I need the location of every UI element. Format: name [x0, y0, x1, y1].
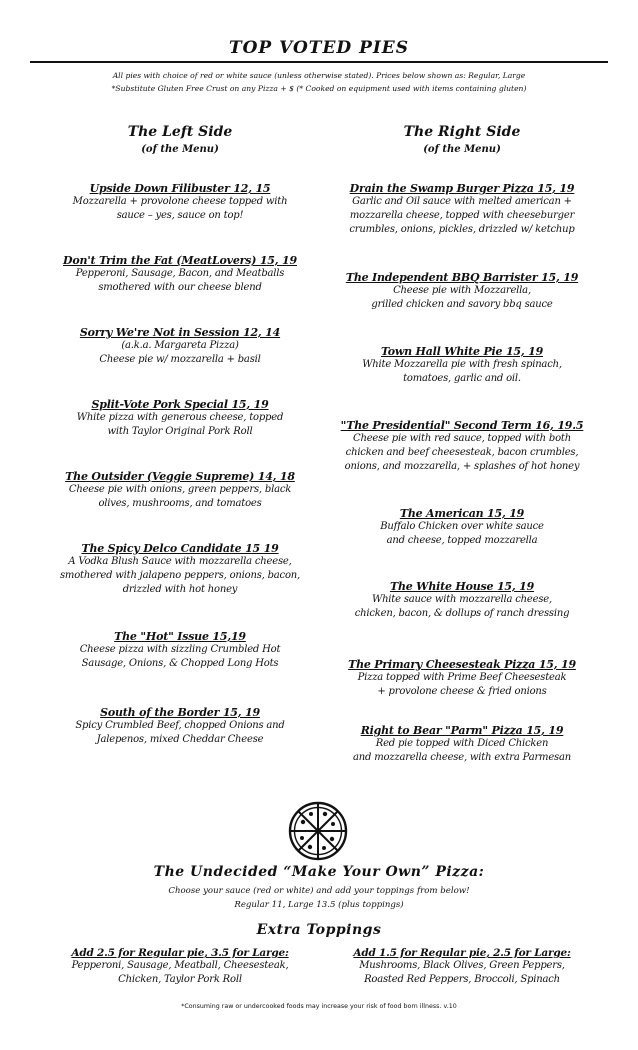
menu-item-desc: sauce – yes, sauce on top!	[116, 210, 244, 221]
veggie-toppings-list: Mushrooms, Black Olives, Green Peppers,	[359, 960, 565, 971]
menu-item-name: The "Hot" Issue 15,19	[114, 630, 246, 643]
left-heading-subtitle: (of the Menu)	[141, 144, 219, 155]
menu-item	[322, 580, 602, 621]
food-safety-disclaimer: *Consuming raw or undercooked foods may increase your risk of food born illness. v.10	[181, 1003, 457, 1010]
menu-item-name: South of the Border 15, 19	[100, 706, 260, 719]
menu-item-desc: drizzled with hot honey	[122, 584, 238, 595]
menu-item	[322, 182, 602, 237]
menu-item	[322, 271, 602, 312]
menu-item-name: Drain the Swamp Burger Pizza 15, 19	[349, 182, 575, 195]
menu-item-name: Don't Trim the Fat (MeatLovers) 15, 19	[63, 254, 297, 267]
menu-item-desc: (a.k.a. Margareta Pizza)	[121, 340, 239, 351]
menu-item-desc: Spicy Crumbled Beef, chopped Onions and	[75, 720, 285, 731]
menu-item-desc: Buffalo Chicken over white sauce	[380, 521, 544, 532]
menu-item	[322, 658, 602, 699]
menu-item-name: The Independent BBQ Barrister 15, 19	[345, 271, 579, 284]
menu-item	[40, 398, 320, 439]
menu-item-desc: Red pie topped with Diced Chicken	[375, 738, 549, 749]
extra-toppings-heading: Extra Toppings	[256, 922, 382, 938]
menu-item-desc: Cheese pie with Mozzarella,	[393, 285, 531, 296]
menu-item-desc: Garlic and Oil sauce with melted american +	[352, 196, 572, 207]
meat-toppings	[40, 947, 320, 987]
make-your-own-instructions: Choose your sauce (red or white) and add your toppings from below!	[168, 886, 470, 896]
menu-item-desc: Sausage, Onions, & Chopped Long Hots	[81, 658, 279, 669]
menu-item	[322, 507, 602, 548]
menu-item-name: Sorry We're Not in Session 12, 14	[79, 326, 281, 339]
title-divider	[30, 61, 608, 63]
menu-item-desc: A Vodka Blush Sauce with mozzarella cheese,	[68, 556, 292, 567]
right-heading-title: The Right Side	[403, 124, 521, 140]
menu-item-desc: smothered with our cheese blend	[98, 282, 262, 293]
meat-toppings-list: Chicken, Taylor Pork Roll	[118, 974, 242, 985]
menu-item	[322, 724, 602, 765]
menu-item-desc: grilled chicken and savory bbq sauce	[371, 299, 553, 310]
gluten-note: *Substitute Gluten Free Crust on any Pizza + $ (* Cooked on equipment used with items containing gluten)	[111, 84, 527, 93]
make-your-own-prices: Regular 11, Large 13.5 (plus toppings)	[234, 900, 404, 910]
menu-item-desc: Cheese pie w/ mozzarella + basil	[99, 354, 261, 365]
menu-item-desc: tomatoes, garlic and oil.	[403, 373, 521, 384]
menu-item-desc: White pizza with generous cheese, topped	[76, 412, 284, 423]
menu-item-desc: chicken and beef cheesesteak, bacon crumbles,	[345, 447, 579, 458]
menu-item	[40, 326, 320, 367]
meat-toppings-price: Add 2.5 for Regular pie, 3.5 for Large:	[71, 947, 289, 959]
pizza-icon	[287, 800, 349, 862]
menu-item	[40, 470, 320, 511]
menu-item-desc: + provolone cheese & fried onions	[377, 686, 547, 697]
menu-item-name: Split-Vote Pork Special 15, 19	[91, 398, 269, 411]
menu-item	[322, 419, 602, 474]
menu-item	[40, 254, 320, 295]
menu-item-desc: White Mozzarella pie with fresh spinach,	[362, 359, 562, 370]
menu-item-desc: and mozzarella cheese, with extra Parmesan	[353, 752, 571, 763]
menu-item-desc: onions, and mozzarella, + splashes of hot honey	[344, 461, 580, 472]
menu-item-desc: smothered with jalapeno peppers, onions, bacon,	[60, 570, 300, 581]
menu-item-desc: Pepperoni, Sausage, Bacon, and Meatballs	[75, 268, 285, 279]
veggie-toppings-list: Roasted Red Peppers, Broccoli, Spinach	[364, 974, 560, 985]
menu-item	[40, 706, 320, 747]
menu-item	[40, 182, 320, 223]
menu-item-name: The White House 15, 19	[389, 580, 535, 593]
meat-toppings-list: Pepperoni, Sausage, Meatball, Cheesesteak,	[71, 960, 289, 971]
menu-item-name: Right to Bear "Parm" Pizza 15, 19	[360, 724, 564, 737]
menu-title: TOP VOTED PIES	[228, 38, 410, 58]
menu-item-desc: crumbles, onions, pickles, drizzled w/ ketchup	[349, 224, 575, 235]
menu-item-name: The American 15, 19	[399, 507, 525, 520]
menu-item-desc: chicken, bacon, & dollups of ranch dressing	[354, 608, 570, 619]
menu-item-desc: and cheese, topped mozzarella	[386, 535, 538, 546]
veggie-toppings	[322, 947, 602, 987]
menu-item-desc: mozzarella cheese, topped with cheeseburger	[349, 210, 575, 221]
right-column-heading	[322, 124, 602, 155]
menu-item-desc: Jalepenos, mixed Cheddar Cheese	[96, 734, 264, 745]
make-your-own-heading: The Undecided “Make Your Own” Pizza:	[153, 864, 485, 880]
menu-item-name: Upside Down Filibuster 12, 15	[89, 182, 271, 195]
menu-item-name: The Spicy Delco Candidate 15 19	[81, 542, 279, 555]
menu-item-desc: Cheese pizza with sizzling Crumbled Hot	[79, 644, 281, 655]
menu-item-name: The Primary Cheesesteak Pizza 15, 19	[348, 658, 576, 671]
veggie-toppings-price: Add 1.5 for Regular pie, 2.5 for Large:	[353, 947, 571, 959]
menu-item-desc: olives, mushrooms, and tomatoes	[98, 498, 262, 509]
menu-item-desc: Mozzarella + provolone cheese topped with	[72, 196, 288, 207]
pricing-note: All pies with choice of red or white sauce (unless otherwise stated). Prices below shown as: Regular, Large	[112, 71, 526, 80]
menu-item-desc: Pizza topped with Prime Beef Cheesesteak	[357, 672, 567, 683]
menu-item-name: The Outsider (Veggie Supreme) 14, 18	[65, 470, 295, 483]
menu-item-desc: with Taylor Original Pork Roll	[107, 426, 253, 437]
menu-item	[322, 345, 602, 386]
menu-item	[40, 542, 320, 597]
menu-item-name: "The Presidential" Second Term 16, 19.5	[340, 419, 584, 432]
menu-item-desc: White sauce with mozzarella cheese,	[371, 594, 552, 605]
menu-item	[40, 630, 320, 671]
right-heading-subtitle: (of the Menu)	[423, 144, 501, 155]
menu-item-name: Town Hall White Pie 15, 19	[380, 345, 544, 358]
menu-item-desc: Cheese pie with red sauce, topped with both	[353, 433, 571, 444]
left-column-heading	[40, 124, 320, 155]
left-heading-title: The Left Side	[127, 124, 233, 140]
menu-item-desc: Cheese pie with onions, green peppers, black	[68, 484, 292, 495]
